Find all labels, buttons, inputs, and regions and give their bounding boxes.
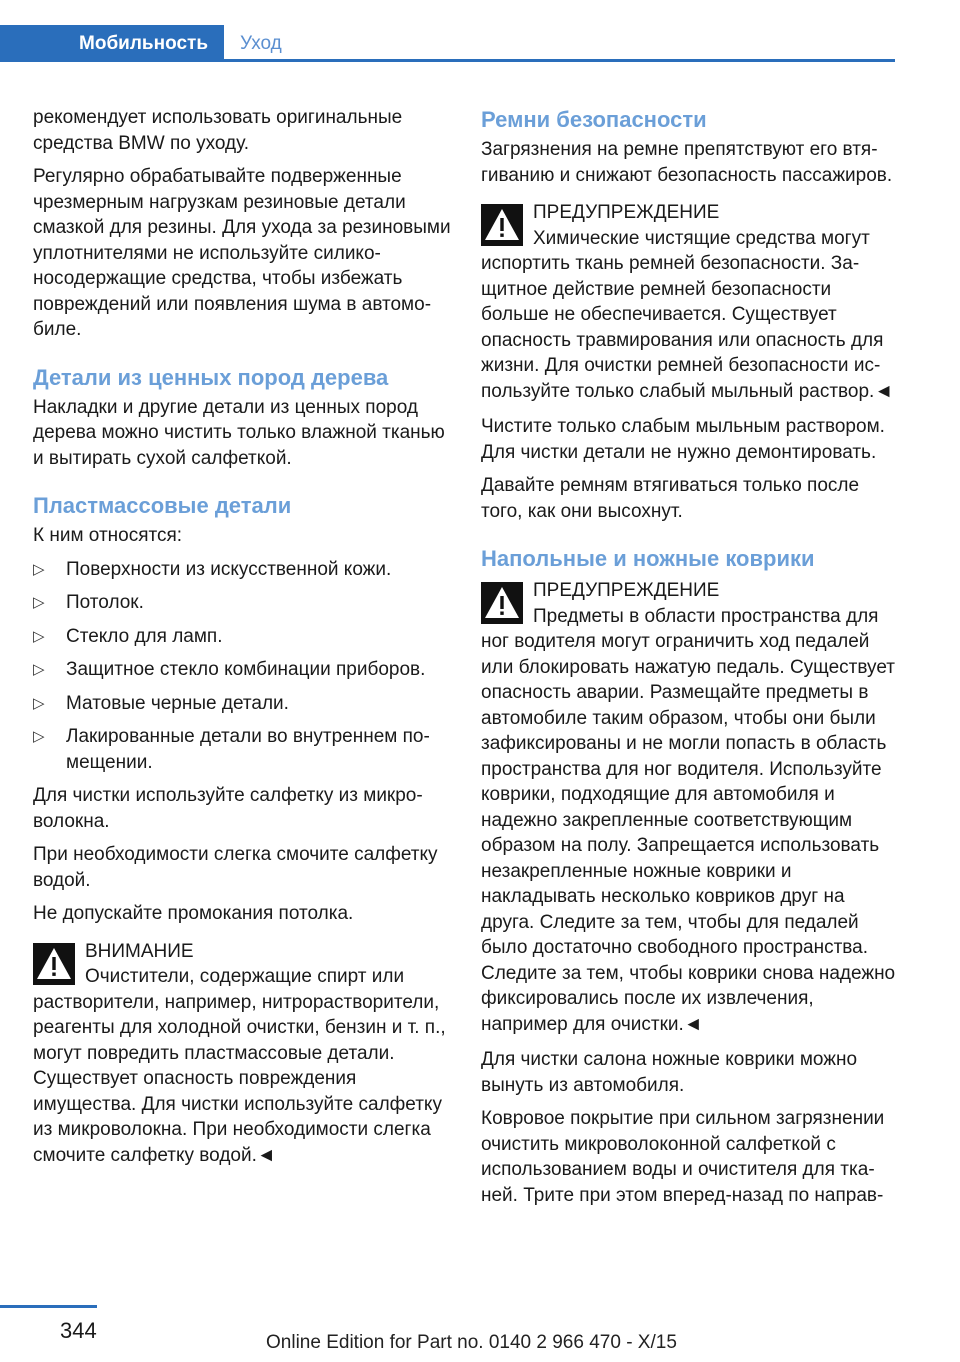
warning-title: ПРЕДУПРЕЖДЕНИЕ [533,202,720,223]
page-number: 344 [60,1318,97,1343]
list-item: ▷ Лакированные детали во внутреннем помещении. [33,726,430,773]
warning-text: испортить ткань ремней безопасности. Защитное действие ремней безопасности больше не обеспечивается. Существует опасность травмирования или опасность для жизни. Для очистки ремней безопасности используйте только слабый мыльный раствор.◄ [481,253,894,402]
list-item: ▷ Стекло для ламп. [33,624,453,650]
warning-triangle-icon [481,582,523,624]
paragraph: Накладки и другие детали из ценных пород дерева можно чистить только влажной тканью и вытирать сухой салфеткой. [33,396,445,469]
header-rule [0,59,895,62]
right-column [481,105,896,1216]
warning-lead: Химические чистящие средства могут [533,227,870,249]
paragraph: Для чистки салона ножные коврики можно вынуть из автомобиля. [481,1049,858,1096]
bullet-triangle-icon: ▷ [33,560,45,578]
paragraph: Не допускайте промокания потолка. [33,903,354,924]
warning-triangle-icon [481,204,523,246]
edition-note: Online Edition for Part no. 0140 2 966 470 - X/15 [266,1332,677,1353]
paragraph: Для чистки используйте салфетку из микроволокна. [33,785,423,832]
tab-mobility[interactable]: Мобильность [0,25,224,62]
caution-lead: Очистители, содержащие спирт или [85,966,405,987]
paragraph: рекомендует использовать оригинальные средства BMW по уходу. [33,107,403,154]
warning-text: ног водителя могут ограничить ход педалей или блокировать нажатую педаль. Существует опасность аварии. Размещайте предметы в автомобиле таким образом, чтобы они были зафиксированы и не могли попасть в область пространства для ног водителя. Используйте коврики, подходящие для автомобиля и надежно закрепленные соответствующим образом на полу. Запрещается использовать незакрепленные ножные коврики и накладывать несколько ковриков друг на друга. Следите за тем, чтобы для педалей было достаточно свободного пространства. Следите за тем, чтобы коврики снова надежно фиксировались после их извлечения, например для очистки.◄ [481,631,896,1035]
paragraph: К ним относятся: [33,525,183,546]
left-column [33,105,453,1178]
footer-rule [0,1305,97,1308]
section-heading-plastic: Пластмассовые детали [33,493,292,518]
bullet-triangle-icon: ▷ [33,594,45,611]
list-item: ▷ Защитное стекло комбинации приборов. [33,657,453,683]
caution-block [33,939,453,1169]
bullet-triangle-icon: ▷ [33,661,45,678]
warning-title: ПРЕДУПРЕЖДЕНИЕ [533,580,720,601]
page-header [0,25,895,62]
plastic-parts-list [33,557,453,776]
warning-triangle-icon [33,943,75,985]
tab-care[interactable]: Уход [240,32,282,54]
list-item: ▷ Поверхности из искусственной кожи. [33,557,453,583]
section-heading-mats: Напольные и ножные коврики [481,546,815,571]
section-heading-wood: Детали из ценных пород дерева [33,364,389,390]
bullet-triangle-icon: ▷ [33,728,45,745]
list-item: ▷ Потолок. [33,590,453,616]
list-item: ▷ Матовые черные детали. [33,691,453,717]
paragraph: Чистите только слабым мыльным раствором. Для чистки детали не нужно демонтировать. [481,416,885,463]
warning-block-mats [481,578,896,1037]
paragraph: При необходимости слегка смочите салфетку водой. [33,844,438,891]
caution-title: ВНИМАНИЕ [85,940,194,962]
paragraph: Загрязнения на ремне препятствуют его втягиванию и снижают безопасность пассажиров. [481,139,893,186]
bullet-triangle-icon: ▷ [33,627,45,645]
bullet-triangle-icon: ▷ [33,694,45,712]
caution-text: растворители, например, нитрорастворители, реагенты для холодной очистки, бензин и т. п., могут повредить пластмассовые детали. Существует опасность повреждения имущества. Для чистки используйте салфетку из микроволокна. При необходимости слегка смочите салфетку водой.◄ [33,991,446,1166]
warning-block-belts [481,200,896,404]
section-heading-belts: Ремни безопасности [481,107,707,132]
paragraph: Регулярно обрабатывайте подверженные чрезмерным нагрузкам резиновые детали смазкой для резины. Для ухода за резиновыми уплотнителями не используйте силиконосодержащие средства, чтобы избежать повреждений или появления шума в автомобиле. [33,166,451,340]
warning-lead: Предметы в области пространства для [533,605,879,627]
paragraph: Ковровое покрытие при сильном загрязнении очистить микроволоконной салфеткой с использованием воды и очистителя для тканей. Трите при этом вперед-назад по направ- [481,1108,885,1206]
paragraph: Давайте ремням втягиваться только после того, как они высохнут. [481,475,860,522]
